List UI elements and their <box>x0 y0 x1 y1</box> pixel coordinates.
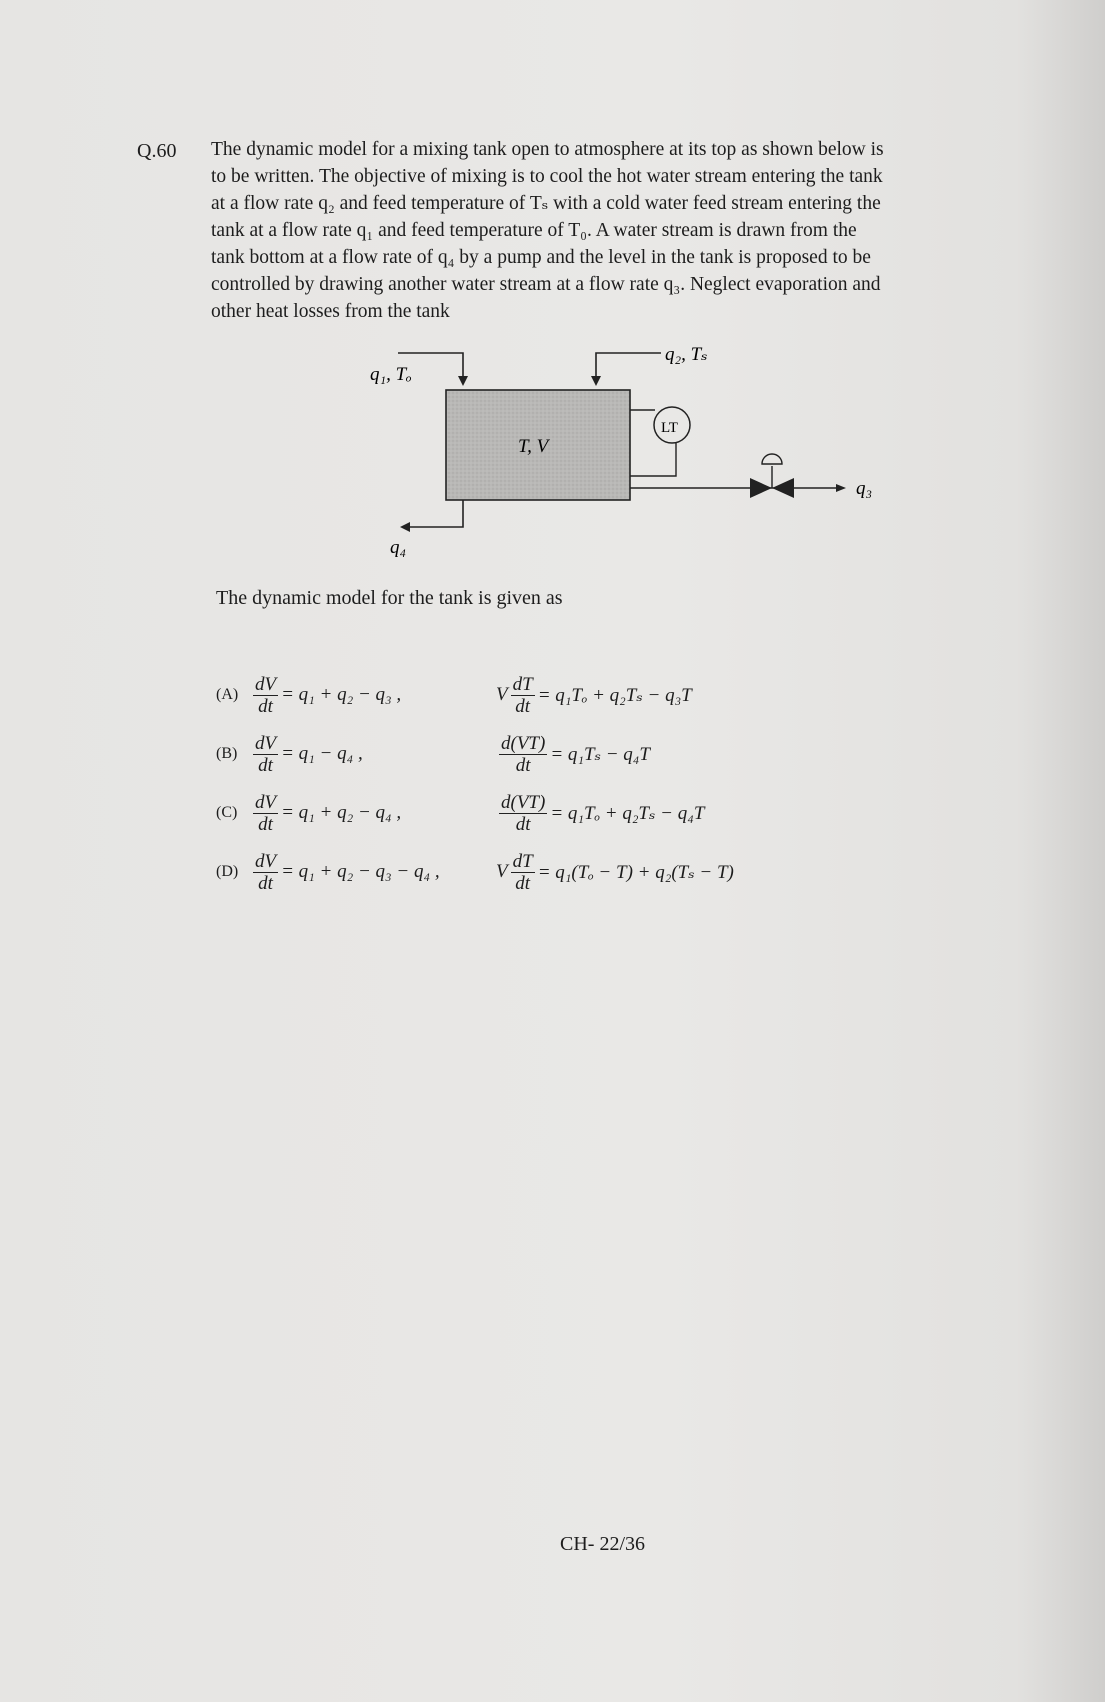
option-label: (C) <box>216 804 238 821</box>
option-b-eq2 <box>496 727 650 781</box>
fraction <box>499 733 547 776</box>
outlet-q3-label: q₃ <box>856 478 873 499</box>
question-number: Q.60 <box>137 140 177 162</box>
equation-prefix: V <box>496 861 508 882</box>
page-footer: CH- 22/36 <box>560 1533 645 1555</box>
denominator: dt <box>258 813 273 835</box>
denominator: dt <box>515 695 531 717</box>
option-label: (B) <box>216 745 238 762</box>
tank-label: T, V <box>518 436 549 457</box>
fraction <box>253 733 278 776</box>
denominator: dt <box>258 872 273 894</box>
numerator: dT <box>512 850 533 872</box>
outlet-q4-pipe <box>408 500 463 527</box>
mixing-tank-diagram <box>0 0 1105 600</box>
valve-right <box>772 478 794 498</box>
option-d[interactable] <box>216 845 440 899</box>
valve-actuator <box>762 454 782 464</box>
question-line: at a flow rate q₂ and feed temperature of Tₛ with a cold water feed stream entering the <box>211 193 881 214</box>
equation-rhs: = q₁ + q₂ − q₃ − q₄ , <box>281 861 440 882</box>
outlet-q3-arrow <box>836 484 846 492</box>
inlet-q2-arrow <box>591 376 601 386</box>
option-c-eq2 <box>496 786 704 840</box>
inlet-q1-label: q₁, Tₒ <box>370 364 412 385</box>
outlet-q4-label: q₄ <box>390 537 407 558</box>
inlet-q1-arrow <box>458 376 468 386</box>
numerator: dV <box>255 673 277 695</box>
fraction <box>499 792 547 835</box>
fraction <box>253 674 278 717</box>
equation-rhs: = q₁(Tₒ − T) + q₂(Tₛ − T) <box>537 861 734 883</box>
option-c[interactable] <box>216 786 401 840</box>
fraction <box>253 792 278 835</box>
denominator: dt <box>515 872 531 894</box>
level-transmitter-label: LT <box>661 420 678 436</box>
numerator: dV <box>255 850 277 872</box>
fraction <box>511 851 535 894</box>
lead-text: The dynamic model for the tank is given as <box>216 587 563 609</box>
question-line: tank at a flow rate q₁ and feed temperature of T₀. A water stream is drawn from the <box>211 220 857 241</box>
numerator: d(VT) <box>501 732 546 754</box>
equation-rhs: = q₁ + q₂ − q₄ , <box>281 802 402 823</box>
option-a-eq2 <box>496 668 692 722</box>
equation-prefix: V <box>496 684 508 705</box>
inlet-q2-label: q₂, Tₛ <box>665 344 708 365</box>
numerator: dV <box>255 732 277 754</box>
denominator: dt <box>258 754 273 776</box>
numerator: dT <box>512 673 533 695</box>
question-line: The dynamic model for a mixing tank open to atmosphere at its top as shown below is <box>211 139 884 160</box>
denominator: dt <box>515 754 531 776</box>
equation-rhs: = q₁Tₒ + q₂Tₛ − q₃T <box>537 684 692 706</box>
fraction <box>511 674 535 717</box>
equation-rhs: = q₁ + q₂ − q₃ , <box>281 684 402 705</box>
fraction <box>253 851 278 894</box>
option-label: (D) <box>216 863 239 880</box>
option-label: (A) <box>216 686 239 703</box>
question-line: tank bottom at a flow rate of q₄ by a pump and the level in the tank is proposed to be <box>211 247 871 268</box>
numerator: d(VT) <box>501 791 546 813</box>
equation-rhs: = q₁Tₛ − q₄T <box>550 743 650 765</box>
option-d-eq2 <box>496 845 734 899</box>
question-line: to be written. The objective of mixing is to cool the hot water stream entering the tank <box>211 166 883 187</box>
question-line: controlled by drawing another water stream at a flow rate q₃. Neglect evaporation and <box>211 274 881 295</box>
inlet-q2-pipe <box>596 353 661 378</box>
option-a[interactable] <box>216 668 401 722</box>
denominator: dt <box>258 695 273 717</box>
lt-signal-line <box>630 443 676 476</box>
denominator: dt <box>515 813 531 835</box>
equation-rhs: = q₁Tₒ + q₂Tₛ − q₄T <box>550 802 705 824</box>
option-b[interactable] <box>216 727 363 781</box>
question-line: other heat losses from the tank <box>211 301 450 322</box>
numerator: dV <box>255 791 277 813</box>
equation-rhs: = q₁ − q₄ , <box>281 743 363 764</box>
outlet-q4-arrow <box>400 522 410 532</box>
valve-left <box>750 478 772 498</box>
